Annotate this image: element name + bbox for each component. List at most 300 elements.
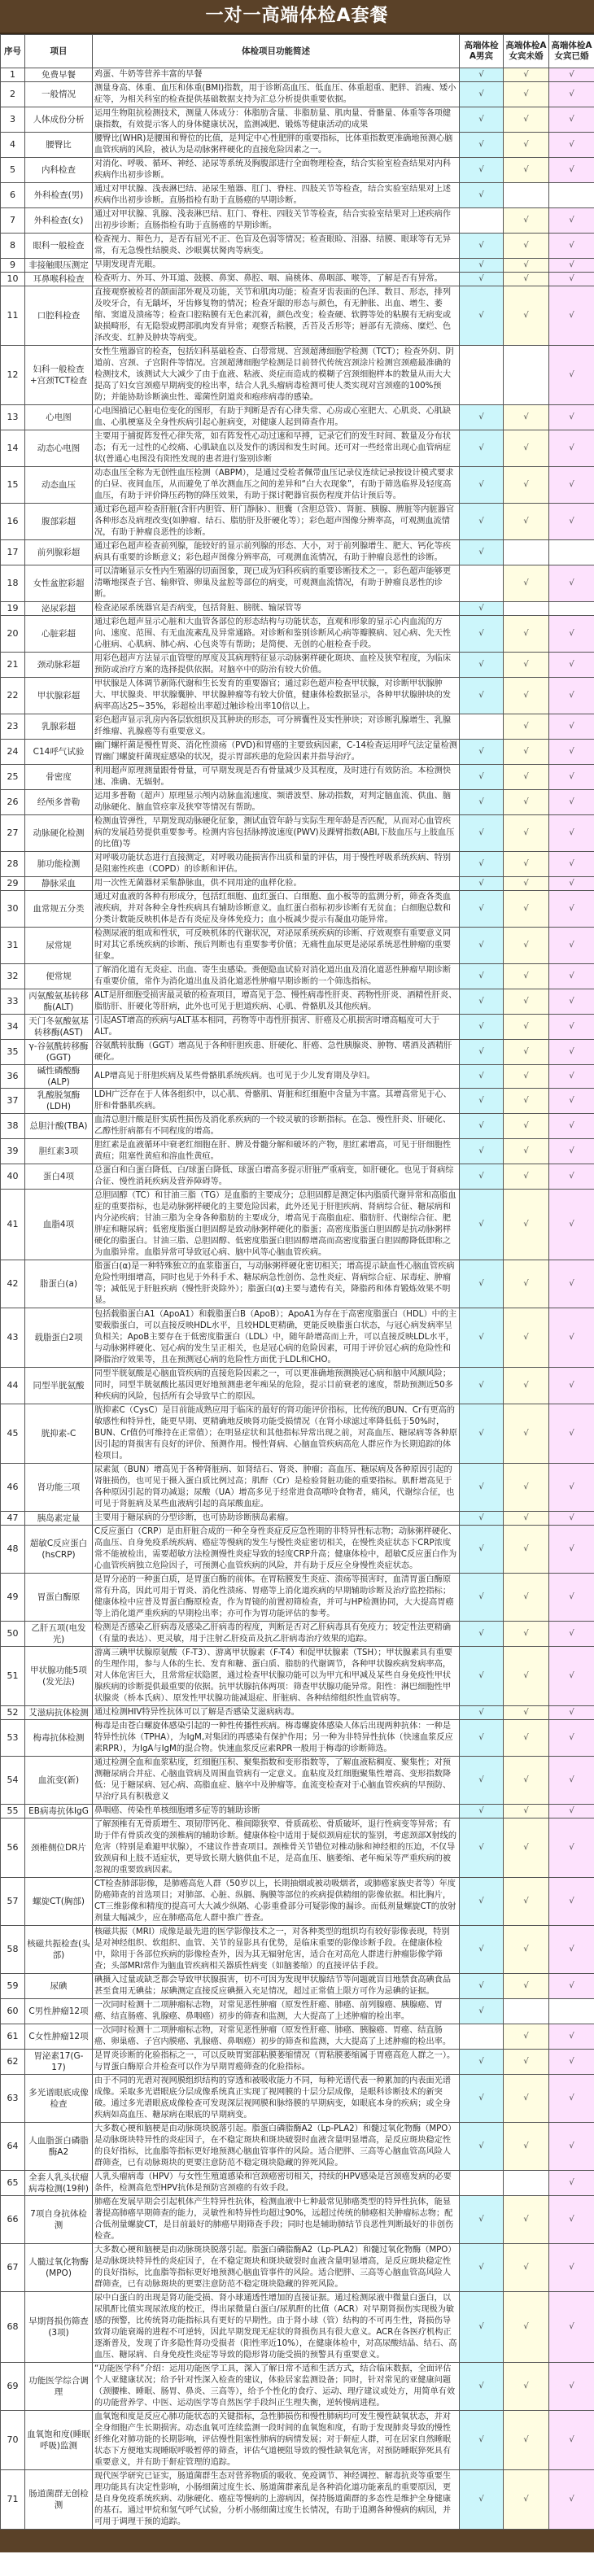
check-cell-male — [460, 790, 504, 815]
check-cell-female-unmarried — [504, 1574, 549, 1622]
check-cell-female-married — [549, 1805, 594, 1818]
item-description: 检测是否感染乙肝病毒及感染乙肝病毒的程度，判断是否对乙肝病毒具有免疫力；较定性法更精确（有量的表达）、更灵敏，用于注射乙肝疫苗及抗乙肝病毒治疗效果的追踪。 — [93, 1622, 460, 1647]
table-row — [1, 2050, 594, 2075]
table-row — [1, 2171, 594, 2196]
check-cell-male — [460, 714, 504, 740]
row-number: 52 — [1, 1706, 25, 1720]
check-cell-male — [460, 107, 504, 133]
table-row — [1, 2470, 594, 2530]
checkmark-icon: √ — [478, 879, 484, 888]
checkmark-icon: √ — [569, 904, 574, 913]
item-name: 骨密度 — [25, 765, 93, 790]
item-name: 血常规五分类 — [25, 891, 93, 928]
check-cell-male — [460, 467, 504, 504]
check-cell-male — [460, 1260, 504, 1308]
row-number: 23 — [1, 714, 25, 740]
item-name: 肺功能检测 — [25, 852, 93, 877]
checkmark-icon: √ — [478, 2094, 484, 2102]
row-number: 56 — [1, 1818, 25, 1878]
checkmark-icon: √ — [478, 1381, 484, 1390]
item-description: 是胃炎诊断的化验指标之一，可以反映胃窦部粘膜萎缩情况（胃粘膜萎缩属于胃癌高危人群之一）。与胃蛋白酶原合并检查可以作为早期胃癌筛查的化验指标。 — [93, 2050, 460, 2075]
item-description: 彩色超声显示乳房内各层软组织及其肿块的形态，可分辨囊性及实性肿块；对诊断乳腺增生、乳腺纤维瘤、乳腺癌等有重要意义。 — [93, 714, 460, 740]
checkmark-icon: √ — [478, 1172, 484, 1181]
item-description: 现代医学研究已证实，肠道菌群生态对营养物质的吸收、免疫调节、神经调控、解毒抗炎等重要生理功能具有决定性影响，小肠细菌过度生长、肠道菌群紊乱是各种消化道功能紊乱的重要原因，更是自身免疫系统疾病、动脉硬化、癌症等慢病的上游病因，保持肠道菌群的多态性是维护全身健康的基石。通过甲烷和氢气呼气试验，分析小肠细菌过度生长情况，有助于追溯各种慢病的病因，并可用于调理干预的追踪。 — [93, 2470, 460, 2530]
item-name: 肠道菌群无创检测 — [25, 2470, 93, 2530]
check-cell-female-married — [549, 928, 594, 964]
check-cell-female-married — [549, 964, 594, 989]
check-cell-male — [460, 989, 504, 1015]
table-row — [1, 1818, 594, 1878]
check-cell-female-married — [549, 1368, 594, 1404]
checkmark-icon: √ — [569, 1981, 574, 1990]
checkmark-icon: √ — [569, 1429, 574, 1438]
check-cell-male — [460, 1139, 504, 1164]
item-description: 检测尿液的组成和性状，可反映机体的代谢状况，对泌尿系统疾病的诊断、疗效观察有重要意义同时对其它系统疾病的诊断、预后判断也有重要参考价值；无痛性血尿更是泌尿系统恶性肿瘤的重要征象。 — [93, 928, 460, 964]
check-cell-male — [460, 1999, 504, 2024]
checkmark-icon: √ — [478, 941, 484, 950]
check-cell-female-married — [549, 1622, 594, 1647]
table-row — [1, 1574, 594, 1622]
checkmark-icon: √ — [478, 190, 484, 199]
checkmark-icon: √ — [523, 1047, 529, 1056]
check-cell-male — [460, 2075, 504, 2123]
check-cell-female-married — [549, 1190, 594, 1260]
table-row — [1, 2196, 594, 2244]
checkmark-icon: √ — [523, 1146, 529, 1155]
footer-bar — [0, 2530, 594, 2552]
checkmark-icon: √ — [478, 1072, 484, 1081]
item-description: 检查视力、辩色力，是否有屈光不正、色盲及色弱等情况；检查眼睑、泪器、结膜、眼球等有无异常，有无急慢性结膜炎、沙眼翼状胬肉等病变。 — [93, 234, 460, 259]
check-cell-female-married — [549, 430, 594, 467]
item-name: EB病毒抗体IgG — [25, 1805, 93, 1818]
table-row — [1, 1757, 594, 1805]
checkmark-icon: √ — [523, 1629, 529, 1638]
table-row — [1, 1139, 594, 1164]
checkmark-icon: √ — [569, 772, 574, 781]
check-cell-female-married — [549, 740, 594, 765]
item-description: 动态血压全称为无创性血压检测（ABPM），是通过受检者佩带血压记录仪连续记录按设计模式要求的白昼、夜间血压，从而避免了单次测血压之间的差异和“白大衣现象”，有助于筛选临界及轻度高血压，有助于评价降压药物的降压效果，有助于探讨靶器官损伤程度并估计预后等。 — [93, 467, 460, 504]
checkmark-icon: √ — [569, 2142, 574, 2150]
checkmark-icon: √ — [523, 941, 529, 950]
check-cell-female-unmarried — [504, 1757, 549, 1805]
checkmark-icon: √ — [523, 241, 529, 250]
item-name: 尿常规 — [25, 928, 93, 964]
item-name: 人血脂蛋白磷脂酶A2 — [25, 2123, 93, 2171]
item-name: 血流变(新) — [25, 1757, 93, 1805]
row-number: 15 — [1, 467, 25, 504]
item-description: 大多数心梗和脑梗是由动脉斑块脱落引起。脂蛋白磷脂酶A2（Lp-PLA2）和髓过氧化物酶（MPO）是动脉斑块特异性的炎症因子，在不稳定斑块和斑块破裂时血液含量明显增高，是反应斑块稳定性的良好指标，比血脂等指标更好地预测心脑血管事件的风险。适合肥胖、三高等心脑血管高风险人群筛查，已有动脉斑块的更要注意防范不稳定斑块隐藏的猝死风险。 — [93, 2123, 460, 2171]
check-cell-female-unmarried — [504, 1974, 549, 1999]
checkmark-icon: √ — [523, 443, 529, 452]
check-cell-female-unmarried — [504, 68, 549, 82]
row-number: 69 — [1, 2363, 25, 2411]
row-number: 70 — [1, 2411, 25, 2470]
table-row — [1, 616, 594, 653]
checkmark-icon: √ — [569, 1482, 574, 1491]
item-description: 通过彩色超声检查前列腺，能较好的显示前列腺的形态、大小，对于前列腺增生、肥大、钙化等疾病具有重要的诊断意义；彩色超声图像分辨率高，可观测血流情况，有助于肿瘤良恶性的诊断。 — [93, 540, 460, 565]
check-cell-female-unmarried — [504, 1308, 549, 1368]
table-row — [1, 740, 594, 765]
checkmark-icon: √ — [478, 1544, 484, 1553]
check-cell-female-unmarried — [504, 565, 549, 602]
check-cell-female-married — [549, 2196, 594, 2244]
item-description: 主要用于糖尿病的分型诊断，也可协助诊断胰岛素瘤。 — [93, 1512, 460, 1526]
checkmark-icon: √ — [523, 1333, 529, 1342]
check-cell-male — [460, 1114, 504, 1139]
check-cell-female-unmarried — [504, 1404, 549, 1464]
row-number: 50 — [1, 1622, 25, 1647]
item-name: C14呼气试验 — [25, 740, 93, 765]
checkmark-icon: √ — [569, 480, 574, 489]
checkmark-icon: √ — [569, 971, 574, 980]
check-cell-female-unmarried — [504, 467, 549, 504]
table-row — [1, 82, 594, 107]
checkmark-icon: √ — [523, 1897, 529, 1906]
table-row — [1, 891, 594, 928]
row-number: 36 — [1, 1065, 25, 1089]
checkmark-icon: √ — [569, 2215, 574, 2224]
checkmark-icon: √ — [478, 2382, 484, 2390]
table-row — [1, 2024, 594, 2050]
check-cell-female-married — [549, 1574, 594, 1622]
checkmark-icon: √ — [478, 859, 484, 868]
item-name: 静脉采血 — [25, 877, 93, 891]
row-number: 22 — [1, 678, 25, 714]
check-cell-female-unmarried — [504, 504, 549, 540]
item-description: 是胃分泌的一种蛋白质，是胃蛋白酶的前体。在胃粘膜发生炎症、溃疡等损害时，血清胃蛋白酶原常有升高，因此可用于胃炎、消化性溃疡、胃癌等上消化道疾病的早期辅助诊断及治疗监控指标；健康体检中应普及胃蛋白酶原检查，作为胃镜的前置初筛检查，并可与HP检测协同，大大提高胃癌等上消化道严重疾病的早期检出率；亦可作为胃功能评估的参考。 — [93, 1574, 460, 1622]
check-cell-male — [460, 1574, 504, 1622]
checkmark-icon: √ — [523, 1843, 529, 1852]
check-cell-female-unmarried — [504, 1139, 549, 1164]
item-description: 谷氨酰转肽酶（GGT）增高见于各种肝胆疾患、肝硬化、肝癌、急性胰腺炎、肿物、嗜酒及酒精肝硬化。 — [93, 1040, 460, 1065]
row-number: 57 — [1, 1878, 25, 1926]
check-cell-male — [460, 68, 504, 82]
check-cell-female-unmarried — [504, 928, 549, 964]
checkmark-icon: √ — [523, 879, 529, 888]
checkmark-icon: √ — [569, 2435, 574, 2444]
page-title: 一对一高端体检A套餐 — [0, 0, 594, 34]
row-number: 13 — [1, 405, 25, 430]
check-cell-male — [460, 565, 504, 602]
check-cell-female-married — [549, 286, 594, 346]
checkmark-icon: √ — [523, 1022, 529, 1031]
checkmark-icon: √ — [569, 722, 574, 731]
check-cell-female-married — [549, 82, 594, 107]
check-cell-female-married — [549, 1260, 594, 1308]
check-cell-female-married — [549, 1647, 594, 1706]
check-cell-female-unmarried — [504, 1368, 549, 1404]
check-cell-male — [460, 1926, 504, 1974]
checkmark-icon: √ — [478, 1945, 484, 1954]
row-number: 55 — [1, 1805, 25, 1818]
check-cell-female-unmarried — [504, 2123, 549, 2171]
check-cell-male — [460, 653, 504, 678]
check-cell-male — [460, 2244, 504, 2292]
table-row — [1, 1308, 594, 1368]
item-name: 乳腺彩超 — [25, 714, 93, 740]
row-number: 46 — [1, 1464, 25, 1512]
check-cell-male — [460, 430, 504, 467]
checkmark-icon: √ — [478, 2435, 484, 2444]
checkmark-icon: √ — [569, 517, 574, 526]
checkmark-icon: √ — [478, 1592, 484, 1601]
item-description: 用一次性无菌器材采集静脉血，供不同用途的血样化验。 — [93, 877, 460, 891]
checkmark-icon: √ — [523, 997, 529, 1006]
checkmark-icon: √ — [478, 260, 484, 269]
table-row — [1, 2292, 594, 2363]
table-row — [1, 989, 594, 1015]
item-name: 超敏C反应蛋白(hsCRP) — [25, 1526, 93, 1574]
table-body — [1, 68, 594, 2530]
table-row — [1, 1040, 594, 1065]
item-description: CT检查肺部影像，是肺癌高危人群（50岁以上，长期抽烟或被动吸烟者，或肺癌家族史者等）年度防癌筛查的首选项目；对肺部、心脏、纵膈、胸膜等部位的疾病提供精细的影像依据。相比胸片，CT三维影像和精度的提高可大大减少纵隔、心影重叠部分可疑影像的漏诊。而低剂量螺旋CT的放射剂量大幅减少，应在肺癌高危人群中推广普查。 — [93, 1878, 460, 1926]
checkmark-icon: √ — [523, 629, 529, 638]
table-row — [1, 928, 594, 964]
item-description: 引起AST增高的疾病与ALT基本相同，药物等中毒性肝损害、肝癌及心肌损害时增高幅度可大于ALT。 — [93, 1015, 460, 1040]
row-number: 1 — [1, 68, 25, 82]
checkmark-icon: √ — [569, 1775, 574, 1784]
item-description: 尿中白蛋白的出现是肾功能受损、肾小球通透性增加的直接证据。通过检测尿液中微量白蛋白，以尿肌酐比值实现尿浓度的校正，得出尿微量白蛋白/尿肌酐的比值（ACR）对早期肾损伤实现极为敏感的预警，比传统肾功能指标具有更好的早期性。由于肾小球（管）结构的不可再生性，肾损伤导致肾功能衰竭的进程不可逆转，因此早期发现无症状的肾损伤具有很大意义。ACR在各医疗机构正逐渐普及，发现了许多隐性肾功受损者（阳性率近10%），在健康体检中，对高尿酸结晶、结石、高血压、糖尿病、自身免疫性炎症等导致的隐形肾功能受损的预警具有重要意义。 — [93, 2292, 460, 2363]
checkmark-icon: √ — [569, 1513, 574, 1522]
checkmark-icon: √ — [478, 2142, 484, 2150]
check-cell-male — [460, 928, 504, 964]
checkmark-icon: √ — [569, 115, 574, 124]
item-description: 通过彩色超声显示心脏和大血管各部位的形态结构与功能状态，直观和形象的显示心内血流的方向、速度、范围、有无血流紊乱及异常通路。对诊断和鉴别诊断风心病等瓣膜病、冠心病、先天性心脏病、心肌病、肺心病、心包炎等有帮助；是简便、无创的心脏检查手段。 — [93, 616, 460, 653]
check-cell-female-unmarried — [504, 2470, 549, 2530]
check-cell-male — [460, 1164, 504, 1190]
item-description: 梅毒是由苍白螺旋体感染引起的一种性传播性疾病。梅毒螺旋体感染人体后出现两种抗体：一种是特异性抗体（TPHA），为IgM,对集团的再感染有保护作用；另一种为非特异性抗体（快速血浆反应素RPR），为IgA与IgM的混合物。快速血浆反应素RPR一般用于梅毒的诊断筛选。 — [93, 1720, 460, 1757]
check-cell-female-unmarried — [504, 1878, 549, 1926]
checkmark-icon: √ — [478, 90, 484, 98]
row-number: 63 — [1, 2075, 25, 2123]
checkmark-icon: √ — [523, 1381, 529, 1390]
item-name: 核磁共振检查(头部) — [25, 1926, 93, 1974]
row-number: 17 — [1, 540, 25, 565]
checkmark-icon: √ — [569, 443, 574, 452]
check-cell-female-married — [549, 2075, 594, 2123]
checkmark-icon: √ — [523, 1708, 529, 1717]
checkmark-icon: √ — [478, 1775, 484, 1784]
checkmark-icon: √ — [523, 115, 529, 124]
checkmark-icon: √ — [569, 1072, 574, 1081]
checkmark-icon: √ — [478, 1843, 484, 1852]
checkmark-icon: √ — [523, 722, 529, 731]
row-number: 19 — [1, 602, 25, 616]
item-description: 了解消化道有无炎症、出血、寄生虫感染。粪便隐血试验对消化道出血及消化道恶性肿瘤早期诊断有重要价值，常作为消化道出血及消化道恶性肿瘤早期诊断的一个筛选指标。 — [93, 964, 460, 989]
item-description: 主要用于捕捉阵发性心律失常，如有阵发性心动过速和早搏，记录它们的发生时间、数量及分布状态；有无一过性的心绞痛、心肌缺血以及发作的诱因和发生时间。还可对一些经常出现心血管病症状(普通心电图没有阳性发现的患者进行鉴别诊断 — [93, 430, 460, 467]
row-number: 47 — [1, 1512, 25, 1526]
check-cell-male — [460, 1526, 504, 1574]
check-cell-female-married — [549, 1926, 594, 1974]
checkmark-icon: √ — [523, 1981, 529, 1990]
checkmark-icon: √ — [478, 1897, 484, 1906]
check-cell-female-married — [549, 1818, 594, 1878]
item-description: 胱抑素C（CysC）是目前能成熟应用于临床的最好的肾功能评价指标，比传统的BUN、Cr有更高的敏感性和特异性，能更早期、更精确地反映肾功能受损情况（在肾小球滤过率降低低于50%时，BUN、Cr值仍可维持在正常值）；在明显症状和其他指标异常出现之前，对高血压、糖尿病等各种原因引起的肾损害有良好的评价、预测作用。慢性肾病、心脑血管疾病高危人群应作为长期追踪的体检项目。 — [93, 1404, 460, 1464]
row-number: 48 — [1, 1526, 25, 1574]
check-cell-female-married — [549, 158, 594, 183]
table-row — [1, 346, 594, 405]
check-cell-female-unmarried — [504, 1190, 549, 1260]
checkmark-icon: √ — [569, 1671, 574, 1680]
table-row — [1, 790, 594, 815]
check-cell-male — [460, 2024, 504, 2050]
checkmark-icon: √ — [523, 165, 529, 174]
checkup-package-table — [0, 34, 594, 2530]
check-cell-female-unmarried — [504, 183, 549, 208]
check-cell-female-married — [549, 405, 594, 430]
item-description: 总蛋白和白蛋白降低、白/球蛋白降低、球蛋白增高多提示肝脏严重病变，如肝硬化。也见于肾病综合征、慢性消耗疾病及营养障碍等。 — [93, 1164, 460, 1190]
check-cell-female-married — [549, 678, 594, 714]
checkmark-icon: √ — [523, 1806, 529, 1815]
table-row — [1, 1512, 594, 1526]
checkmark-icon: √ — [569, 1806, 574, 1815]
row-number: 62 — [1, 2050, 25, 2075]
checkmark-icon: √ — [523, 2382, 529, 2390]
item-name: 胃泌素17(G-17) — [25, 2050, 93, 2075]
checkmark-icon: √ — [478, 1629, 484, 1638]
check-cell-female-married — [549, 1720, 594, 1757]
item-description: 可以清晰显示女性内生殖器的切面图象，现已成为妇科疾病的重要诊断技术之一。彩色超声能够更清晰地探查子宫、输卵管、卵巢及盆腔等部位的病变，可观测血流情况，有助于肿瘤良恶性的诊断。 — [93, 565, 460, 602]
row-number: 4 — [1, 133, 25, 158]
check-cell-male — [460, 1622, 504, 1647]
check-cell-female-unmarried — [504, 1647, 549, 1706]
checkmark-icon: √ — [478, 1733, 484, 1742]
row-number: 42 — [1, 1260, 25, 1308]
item-name: 女性盆腔彩超 — [25, 565, 93, 602]
checkmark-icon: √ — [569, 1381, 574, 1390]
row-number: 60 — [1, 1999, 25, 2024]
check-cell-female-married — [549, 2470, 594, 2530]
item-name: 泌尿彩超 — [25, 602, 93, 616]
checkmark-icon: √ — [569, 2263, 574, 2272]
checkmark-icon: √ — [523, 1121, 529, 1130]
row-number: 2 — [1, 82, 25, 107]
check-cell-male — [460, 1878, 504, 1926]
check-cell-male — [460, 2411, 504, 2470]
item-description: 直接观察被检者的颌面部外观及功能，关节和肌肉功能；检查牙齿表面的色泽、数目、形态，排列及咬牙合，有无龋坏，牙齿修复物的情况；检查牙龈的形态与颜色，有无肿胀、出血、增生、萎缩、窦道及溃疡等；检查口腔粘膜有无色素沉着，颜色改变；检查硬、软腭等处的粘膜有无病变或缺损畸形，有无隐裂或腭部肌肉发育异常；观察舌粘膜，舌苔及舌形等；唇部有无溃疡、糜烂、色泽改变、红肿及肿块等病变。 — [93, 286, 460, 346]
item-name: 丙氨酸氨基转移酶(ALT) — [25, 989, 93, 1015]
checkmark-icon: √ — [478, 1096, 484, 1105]
row-number: 71 — [1, 2470, 25, 2530]
checkmark-icon: √ — [523, 691, 529, 700]
checkmark-icon: √ — [478, 2006, 484, 2015]
check-cell-male — [460, 2363, 504, 2411]
check-cell-female-married — [549, 815, 594, 852]
row-number: 5 — [1, 158, 25, 183]
checkmark-icon: √ — [523, 311, 529, 320]
item-description: 人乳头瘤病毒（HPV）与女性生殖道感染和宫颈癌密切相关，持续的HPV感染是宫颈癌发病的必要条件，检测高危型HPV抗体是预防宫颈癌的有效手段。 — [93, 2171, 460, 2196]
table-row — [1, 1974, 594, 1999]
checkmark-icon: √ — [569, 2382, 574, 2390]
check-cell-female-unmarried — [504, 1015, 549, 1040]
check-cell-female-married — [549, 2292, 594, 2363]
check-cell-female-married — [549, 1308, 594, 1368]
checkmark-icon: √ — [478, 772, 484, 781]
check-cell-male — [460, 405, 504, 430]
row-number: 59 — [1, 1974, 25, 1999]
check-cell-female-unmarried — [504, 1926, 549, 1974]
checkmark-icon: √ — [478, 604, 484, 613]
item-description: 检查泌尿系统器官是否病变，包括肾脏、膀胱、输尿管等 — [93, 602, 460, 616]
checkmark-icon: √ — [569, 2094, 574, 2102]
checkmark-icon: √ — [478, 413, 484, 421]
checkmark-icon: √ — [523, 747, 529, 756]
checkmark-icon: √ — [569, 2178, 574, 2187]
row-number: 61 — [1, 2024, 25, 2050]
item-name: 心电图 — [25, 405, 93, 430]
check-cell-male — [460, 852, 504, 877]
row-number: 49 — [1, 1574, 25, 1622]
checkmark-icon: √ — [569, 90, 574, 98]
item-name: 前列腺彩超 — [25, 540, 93, 565]
check-cell-female-married — [549, 107, 594, 133]
check-cell-female-married — [549, 68, 594, 82]
checkmark-icon: √ — [569, 629, 574, 638]
item-description: 脂蛋白(α)是一种特殊独立的血浆脂蛋白，与动脉粥样硬化密切相关；增高提示缺血性心脑血管疾病危险性明细增高，同时也见于外科手术、糖尿病急性创伤、急性炎症、肾病综合症、尿毒症、肿瘤等；减低见于肝脏疾病（慢性肝炎除外）；脂蛋白(α)主要与遗传有关，降脂药和体育锻炼效果不明显。 — [93, 1260, 460, 1308]
checkmark-icon: √ — [478, 660, 484, 669]
check-cell-female-married — [549, 877, 594, 891]
item-description: 碘摄入过量或缺乏都会导致甲状腺损害，切不可因为发现甲状腺结节等问题就盲目地禁食高碘食品甚至食用无碘盐；尿碘测定直接反应碘摄入充足情况，超过正常值上限方可作为忌碘的证据。 — [93, 1974, 460, 1999]
row-number: 33 — [1, 989, 25, 1015]
row-number: 54 — [1, 1757, 25, 1805]
check-cell-female-married — [549, 989, 594, 1015]
table-row — [1, 1526, 594, 1574]
check-cell-female-married — [549, 1404, 594, 1464]
check-cell-male — [460, 1308, 504, 1368]
item-description: 通过彩色超声检查肝脏(含肝内胆管、肝门静脉）、胆囊（含胆总管）、肾脏、胰腺、脾脏等内脏器官各种形态及病理改变(如肿瘤、结石、脂肪肝及肝硬化等）；彩色超声图像分辨率高，可观测血流情况，有助于肿瘤良恶性的诊断。 — [93, 504, 460, 540]
table-row — [1, 1720, 594, 1757]
table-row — [1, 1065, 594, 1089]
item-name: 甲状腺功能5项(发光法) — [25, 1647, 93, 1706]
checkmark-icon: √ — [523, 1733, 529, 1742]
table-row — [1, 1089, 594, 1114]
check-cell-female-unmarried — [504, 678, 549, 714]
checkmark-icon: √ — [523, 772, 529, 781]
checkmark-icon: √ — [478, 1279, 484, 1288]
item-name: 心脏彩超 — [25, 616, 93, 653]
checkmark-icon: √ — [569, 579, 574, 587]
checkmark-icon: √ — [478, 1482, 484, 1491]
checkmark-icon: √ — [523, 70, 529, 79]
item-description: 利用超声原理测量跟骨骨量，可早期发现是否有骨量减少及其程度，及时进行有效防治。本检测快速、准确、无辐射。 — [93, 765, 460, 790]
check-cell-male — [460, 815, 504, 852]
checkmark-icon: √ — [523, 216, 529, 225]
header-item: 项目 — [25, 35, 93, 68]
checkmark-icon: √ — [523, 1279, 529, 1288]
item-description: 甲状腺是人体调节新陈代谢和生长发育的重要器官；通过彩色超声检查甲状腺，对诊断甲状腺肿大、甲状腺炎、甲状腺囊肿、甲状腺肿瘤等有较大价值，健康体检数据显示，各种甲状腺肿块的发病率高达25~35%，彩超检出率超过触诊检出率10倍以上。 — [93, 678, 460, 714]
item-description: 尿素氮（BUN）增高见于各种肾脏病、如肾结石、肾炎、肿瘤；高血压、糖尿病及各种原因引起的肾脏损伤，也可见于摄入蛋白质比例过高；肌酐（Cr）是检验肾脏功能的重要指标。肌酐增高见于各种原因引起的肾功减退；尿酸（UA）增高多见于经常进食高嘌呤食物者，痛风，代谢综合征，也可见于肾脏病及某些血液病引起的高尿酸血症。 — [93, 1464, 460, 1512]
row-number: 29 — [1, 877, 25, 891]
item-name: 早期肾损伤筛查(3项) — [25, 2292, 93, 2363]
row-number: 34 — [1, 1015, 25, 1040]
row-number: 8 — [1, 234, 25, 259]
item-description: 通过对血液的各种有形成分，包括红细胞、血红蛋白、白细胞、血小板等的监测分析，筛查各类血液疾病，并对各种全身性疾病具有辅助诊断意义。血红蛋白指标初步诊断有无贫血；白细胞总数和分类计数能反映机体是否有炎症及身体免疫力；血小板减少提示有凝血功能异常。 — [93, 891, 460, 928]
check-cell-female-married — [549, 616, 594, 653]
checkmark-icon: √ — [523, 480, 529, 489]
check-cell-female-unmarried — [504, 2363, 549, 2411]
table-row — [1, 1622, 594, 1647]
check-cell-male — [460, 1805, 504, 1818]
check-cell-female-married — [549, 852, 594, 877]
checkmark-icon: √ — [478, 548, 484, 557]
check-cell-male — [460, 1818, 504, 1878]
row-number: 38 — [1, 1114, 25, 1139]
table-row — [1, 877, 594, 891]
table-row — [1, 208, 594, 234]
checkmark-icon: √ — [523, 517, 529, 526]
check-cell-male — [460, 1464, 504, 1512]
checkmark-icon: √ — [569, 859, 574, 868]
